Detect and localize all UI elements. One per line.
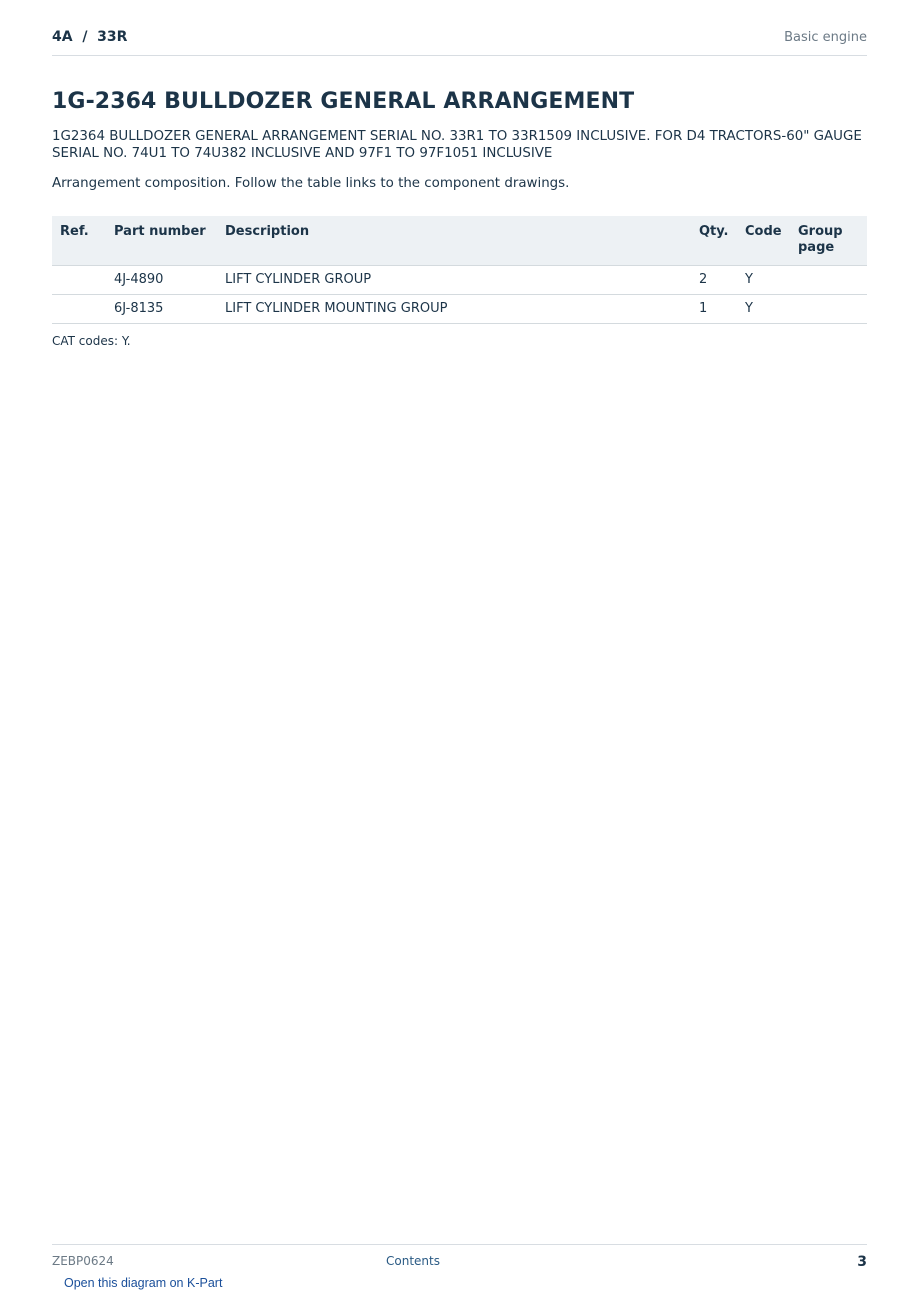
page-footer bbox=[52, 1244, 867, 1275]
contents-link[interactable]: Contents bbox=[386, 1254, 440, 1268]
cat-codes-note: CAT codes: Y. bbox=[52, 334, 131, 348]
cell-qty: 1 bbox=[691, 295, 737, 324]
cell-group-page bbox=[790, 266, 867, 295]
cell-code: Y bbox=[737, 295, 790, 324]
cell-ref bbox=[52, 266, 106, 295]
cell-part-number[interactable]: 4J-4890 bbox=[106, 266, 217, 295]
col-ref: Ref. bbox=[52, 216, 106, 266]
document-id: ZEBP0624 bbox=[52, 1254, 114, 1268]
cell-group-page bbox=[790, 295, 867, 324]
page-number: 3 bbox=[857, 1254, 867, 1270]
page-title: 1G-2364 BULLDOZER GENERAL ARRANGEMENT bbox=[52, 89, 635, 114]
cell-qty: 2 bbox=[691, 266, 737, 295]
col-code: Code bbox=[737, 216, 790, 266]
breadcrumb: 4A / 33R bbox=[52, 29, 128, 45]
cell-part-number[interactable]: 6J-8135 bbox=[106, 295, 217, 324]
table-row[interactable] bbox=[52, 266, 867, 295]
page-header bbox=[52, 29, 867, 56]
cell-description: LIFT CYLINDER GROUP bbox=[217, 266, 691, 295]
intro-text: Arrangement composition. Follow the table links to the component drawings. bbox=[52, 176, 570, 191]
open-kpart-link[interactable]: Open this diagram on K-Part bbox=[64, 1276, 223, 1290]
parts-table bbox=[52, 216, 867, 324]
col-description: Description bbox=[217, 216, 691, 266]
header-row bbox=[52, 216, 867, 266]
col-part-number: Part number bbox=[106, 216, 217, 266]
cell-code: Y bbox=[737, 266, 790, 295]
table-row[interactable] bbox=[52, 295, 867, 324]
cell-description: LIFT CYLINDER MOUNTING GROUP bbox=[217, 295, 691, 324]
page-subtitle: 1G2364 BULLDOZER GENERAL ARRANGEMENT SERIAL NO. 33R1 TO 33R1509 INCLUSIVE. FOR D4 TRACTORS-60" GAUGE SERIAL NO. 74U1 TO 74U382 INCLUSIVE AND 97F1 TO 97F1051 INCLUSIVE bbox=[52, 129, 862, 161]
cell-ref bbox=[52, 295, 106, 324]
col-qty: Qty. bbox=[691, 216, 737, 266]
section-name: Basic engine bbox=[784, 30, 867, 45]
col-group-page: Group page bbox=[790, 216, 867, 266]
parts-table-body bbox=[52, 266, 867, 324]
parts-table-header bbox=[52, 216, 867, 266]
